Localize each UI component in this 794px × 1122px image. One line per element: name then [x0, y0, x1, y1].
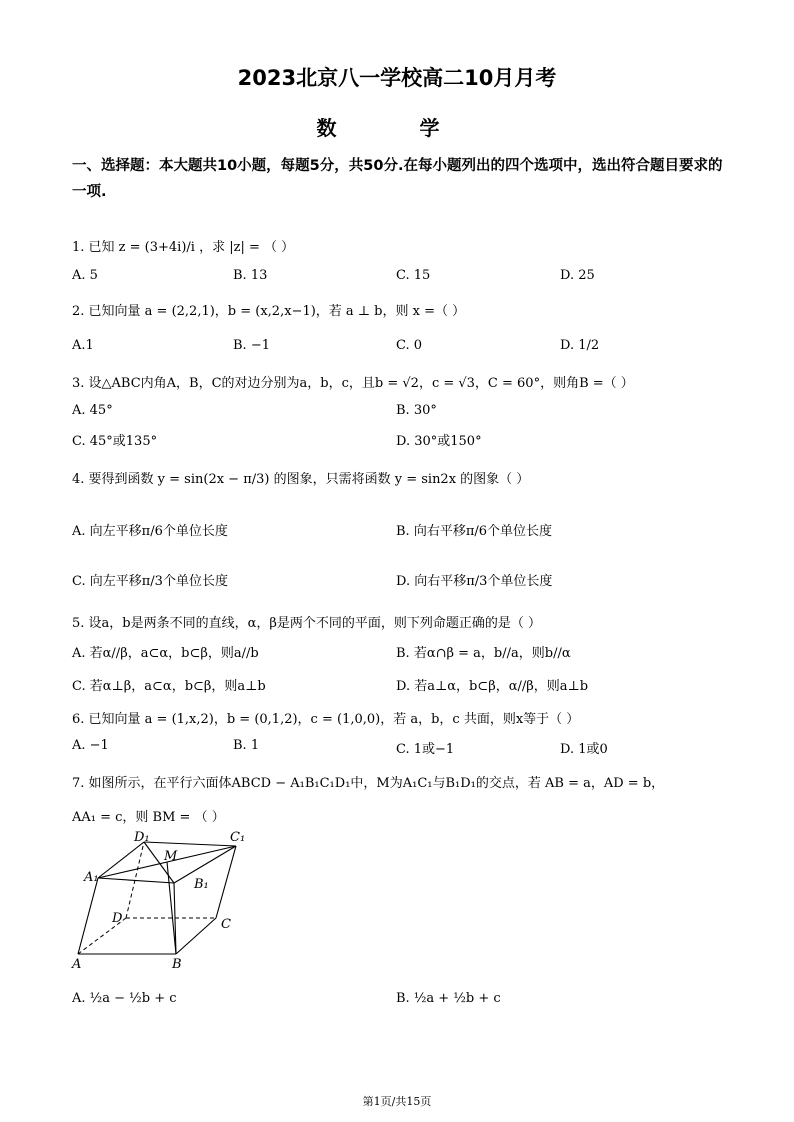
q3-option-d: D. 30°或150° — [396, 434, 482, 449]
subject-title: 数 学 — [316, 116, 478, 140]
label-d1: D₁ — [134, 830, 150, 845]
label-b1: B₁ — [194, 877, 209, 892]
label-a: A — [72, 957, 82, 972]
section-heading: 一、选择题：本大题共10小题，每题5分，共50分.在每小题列出的四个选项中，选出符合题目要求的一项. — [72, 158, 723, 200]
label-b: B — [172, 957, 182, 972]
q5-option-b: B. 若α∩β = a，b//a，则b//α — [396, 646, 571, 661]
q7-option-a: A. ½a − ½b + c — [72, 991, 177, 1006]
q2-option-c: C. 0 — [396, 338, 423, 353]
question-2-stem: 2. 已知向量 a = (2,2,1)，b = (x,2,x−1)，若 a ⊥ b，则 x =（ ） — [72, 304, 466, 319]
q3-option-c: C. 45°或135° — [72, 434, 158, 449]
question-7-stem-line2: AA₁ = c，则 BM = （ ） — [72, 810, 225, 825]
q4-option-d: D. 向右平移π/3个单位长度 — [396, 574, 553, 589]
question-4-stem: 4. 要得到函数 y = sin(2x − π/3) 的图象，只需将函数 y = sin2x 的图象（ ） — [72, 472, 530, 487]
q4-option-b: B. 向右平移π/6个单位长度 — [396, 524, 553, 539]
question-7-stem-line1: 7. 如图所示，在平行六面体ABCD − A₁B₁C₁D₁中，M为A₁C₁与B₁D₁的交点，若 AB = a，AD = b， — [72, 776, 665, 791]
page-title: 2023北京八一学校高二10月月考 — [237, 66, 557, 90]
q4-option-c: C. 向左平移π/3个单位长度 — [72, 574, 228, 589]
q6-option-c: C. 1或−1 — [396, 742, 455, 757]
page-footer: 第1页/共15页 — [362, 1095, 432, 1108]
question-6-stem: 6. 已知向量 a = (1,x,2)，b = (0,1,2)，c = (1,0,0)，若 a，b，c 共面，则x等于（ ） — [72, 712, 580, 727]
label-c: C — [221, 917, 231, 932]
q6-option-d: D. 1或0 — [560, 742, 608, 757]
label-d: D — [112, 911, 123, 926]
question-3-stem: 3. 设△ABC内角A，B，C的对边分别为a，b，c，且b = √2，c = √3，C = 60°，则角B =（ ） — [72, 376, 634, 391]
q6-option-a: A. −1 — [72, 738, 109, 753]
q5-option-a: A. 若α//β，a⊂α，b⊂β，则a//b — [72, 646, 259, 661]
q5-option-d: D. 若a⊥α，b⊂β，α//β，则a⊥b — [396, 679, 589, 694]
parallelepiped-figure — [66, 828, 246, 973]
q1-option-c: C. 15 — [396, 268, 431, 283]
q1-option-a: A. 5 — [72, 268, 98, 283]
q5-option-c: C. 若α⊥β，a⊂α，b⊂β，则a⊥b — [72, 679, 266, 694]
q4-option-a: A. 向左平移π/6个单位长度 — [72, 524, 228, 539]
label-a1: A₁ — [84, 870, 99, 885]
question-5-stem: 5. 设a，b是两条不同的直线，α，β是两个不同的平面，则下列命题正确的是（ ） — [72, 616, 542, 631]
label-m: M — [164, 849, 178, 864]
q6-option-b: B. 1 — [233, 738, 260, 753]
q3-option-a: A. 45° — [72, 403, 113, 418]
q2-option-d: D. 1/2 — [560, 338, 600, 353]
q1-option-d: D. 25 — [560, 268, 595, 283]
question-1-stem: 1. 已知 z = (3+4i)/i ，求 |z| = （ ） — [72, 240, 295, 255]
q2-option-a: A.1 — [72, 338, 94, 353]
q7-option-b: B. ½a + ½b + c — [396, 991, 501, 1006]
q1-option-b: B. 13 — [233, 268, 268, 283]
q3-option-b: B. 30° — [396, 403, 437, 418]
label-c1: C₁ — [230, 830, 246, 845]
q2-option-b: B. −1 — [233, 338, 270, 353]
